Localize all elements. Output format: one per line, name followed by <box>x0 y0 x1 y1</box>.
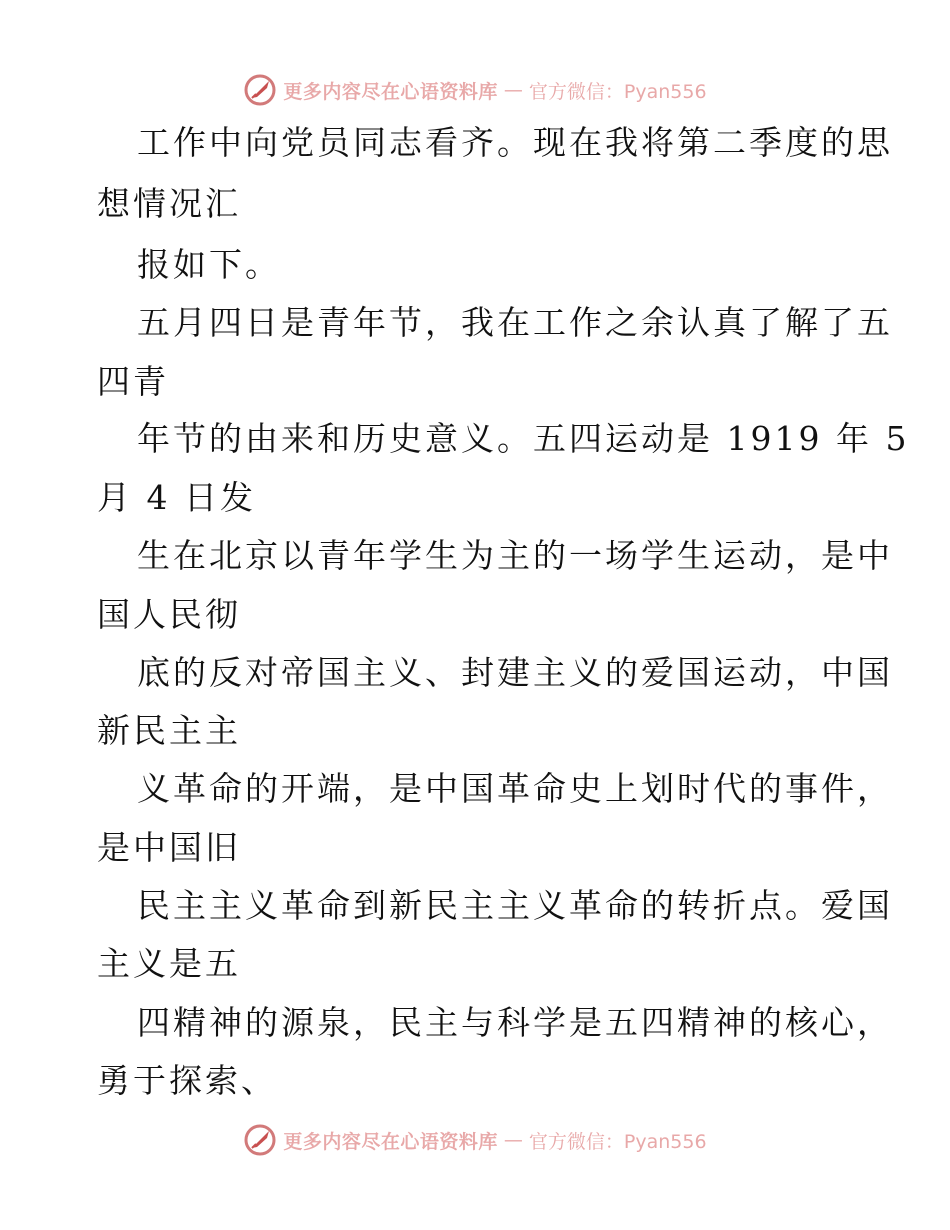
quill-logo-icon <box>243 73 277 107</box>
text-line: 新民主主 <box>97 711 241 750</box>
header-watermark <box>0 72 950 108</box>
watermark-contact: 官方微信：Pyan556 <box>528 1130 707 1153</box>
watermark-brand: 更多内容尽在心语资料库 <box>283 80 498 103</box>
text-line: 四青 <box>97 362 169 401</box>
text-line: 底的反对帝国主义、封建主义的爱国运动，中国 <box>137 653 893 692</box>
text-line: 义革命的开端，是中国革命史上划时代的事件， <box>137 769 893 808</box>
quill-logo-icon <box>243 1123 277 1157</box>
watermark-separator: — <box>503 79 523 101</box>
text-line: 主义是五 <box>97 944 241 983</box>
watermark-contact: 官方微信：Pyan556 <box>528 80 707 103</box>
text-line: 工作中向党员同志看齐。现在我将第二季度的思 <box>137 123 893 162</box>
text-line: 国人民彻 <box>97 595 241 634</box>
text-line: 是中国旧 <box>97 828 241 867</box>
text-line: 报如下。 <box>137 245 281 284</box>
footer-watermark <box>0 1122 950 1158</box>
text-line: 勇于探索、 <box>97 1061 277 1100</box>
text-line: 年节的由来和历史意义。五四运动是 1919 年 5 <box>137 419 910 458</box>
text-line: 生在北京以青年学生为主的一场学生运动，是中 <box>137 536 893 575</box>
text-line: 五月四日是青年节，我在工作之余认真了解了五 <box>137 303 893 342</box>
watermark-brand: 更多内容尽在心语资料库 <box>283 1130 498 1153</box>
text-line: 民主主义革命到新民主主义革命的转折点。爱国 <box>137 886 893 925</box>
watermark-separator: — <box>503 1129 523 1151</box>
text-line: 想情况汇 <box>97 184 241 223</box>
text-line: 月 4 日发 <box>97 478 256 517</box>
text-line: 四精神的源泉，民主与科学是五四精神的核心， <box>137 1003 893 1042</box>
